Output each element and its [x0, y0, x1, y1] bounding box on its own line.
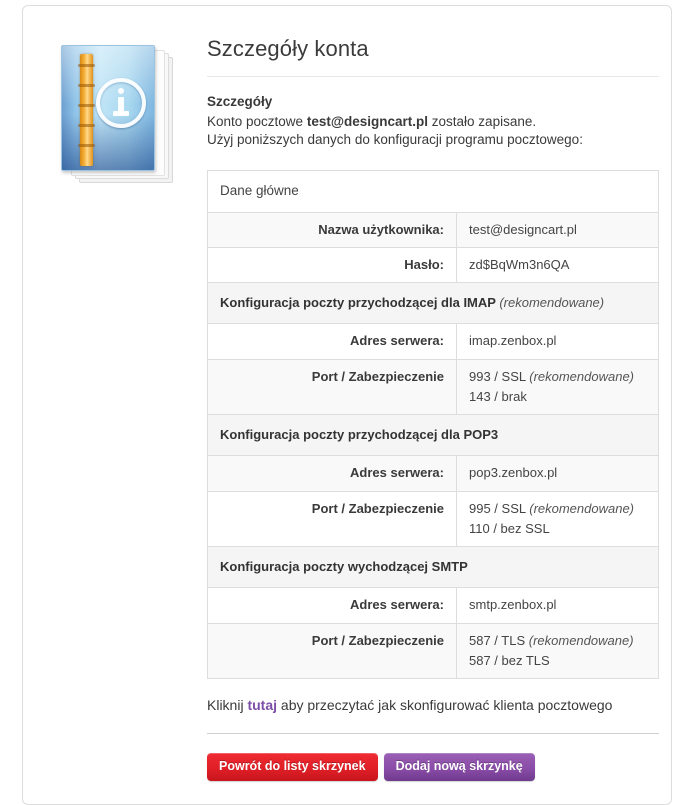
smtp-port-primary-note: (rekomendowane): [528, 632, 634, 648]
page-title: Szczegóły konta: [207, 36, 369, 61]
username-label: Nazwa użytkownika:: [208, 212, 457, 247]
table-row: [208, 491, 659, 547]
smtp-server-value: smtp.zenbox.pl: [457, 588, 659, 623]
intro-line-1: [207, 113, 659, 130]
section-header-imap: [208, 283, 659, 324]
section-title-imap: Konfiguracja poczty przychodzącej dla IMAP: [220, 295, 496, 311]
section-title-pop3: Konfiguracja poczty przychodzącej dla POP3: [220, 427, 499, 443]
pop3-port-primary: 995 / SSL: [469, 500, 530, 516]
table-row: [208, 283, 659, 324]
username-value: test@designcart.pl: [457, 212, 659, 247]
info-i-dot: [118, 88, 124, 94]
account-details-table: [207, 170, 659, 679]
smtp-port-secondary: 587 / bez TLS: [469, 652, 550, 668]
intro-line1-prefix: Konto pocztowe: [207, 114, 307, 130]
book-cover: [61, 45, 155, 171]
smtp-server-label: Adres serwera:: [208, 588, 457, 623]
content-column: [207, 36, 659, 781]
imap-server-label: Adres serwera:: [208, 324, 457, 359]
imap-port-primary-note: (rekomendowane): [529, 368, 635, 384]
title-divider: [207, 76, 659, 77]
spine-binding-icon: [80, 54, 93, 166]
section-title-smtp: Konfiguracja poczty wychodzącej SMTP: [220, 559, 468, 575]
smtp-port-label: Port / Zabezpieczenie: [208, 623, 457, 679]
book-illustration: [49, 39, 179, 189]
table-row: [208, 247, 659, 282]
section-header-smtp: [208, 547, 659, 588]
table-row: [208, 324, 659, 359]
help-line: [207, 697, 659, 713]
info-i-stem: [118, 97, 124, 116]
smtp-port-value: [457, 623, 659, 679]
help-suffix: aby przeczytać jak skonfigurować klienta pocztowego: [277, 697, 613, 714]
table-main-header: Dane główne: [208, 170, 659, 212]
imap-port-primary: 993 / SSL: [469, 368, 530, 384]
help-prefix: Kliknij: [207, 697, 248, 714]
info-book-icon: [49, 39, 179, 189]
table-row: [208, 588, 659, 623]
help-link[interactable]: tutaj: [247, 697, 278, 714]
section-header-pop3: [208, 415, 659, 456]
section-note-imap: (rekomendowane): [499, 295, 605, 311]
account-details-panel: [22, 5, 672, 805]
table-row: [208, 170, 659, 212]
table-row: [208, 415, 659, 456]
action-buttons: [207, 753, 659, 781]
imap-port-secondary: 143 / brak: [469, 388, 527, 404]
intro-line-2: Użyj poniższych danych do konfiguracji programu pocztowego:: [207, 131, 583, 147]
intro-block: [207, 93, 659, 148]
imap-port-value: [457, 359, 659, 415]
table-row: [208, 456, 659, 491]
pop3-port-primary-note: (rekomendowane): [529, 500, 635, 516]
table-row: [208, 359, 659, 415]
table-row: [208, 547, 659, 588]
add-new-mailbox-button[interactable]: Dodaj nową skrzynkę: [384, 753, 535, 781]
pop3-port-value: [457, 491, 659, 547]
back-to-mailbox-list-button[interactable]: Powrót do listy skrzynek: [207, 753, 378, 781]
intro-line1-suffix: zostało zapisane.: [428, 114, 537, 130]
imap-server-value: imap.zenbox.pl: [457, 324, 659, 359]
intro-account-email: test@designcart.pl: [306, 114, 429, 130]
pop3-port-label: Port / Zabezpieczenie: [208, 491, 457, 547]
table-row: [208, 623, 659, 679]
password-label: Hasło:: [208, 247, 457, 282]
table-row: [208, 212, 659, 247]
pop3-server-label: Adres serwera:: [208, 456, 457, 491]
pop3-port-secondary: 110 / bez SSL: [469, 520, 550, 536]
intro-lead: Szczegóły: [207, 94, 273, 109]
smtp-port-primary: 587 / TLS: [469, 632, 529, 648]
password-value: zd$BqWm3n6QA: [457, 247, 659, 282]
pop3-server-value: pop3.zenbox.pl: [457, 456, 659, 491]
imap-port-label: Port / Zabezpieczenie: [208, 359, 457, 415]
footer-divider: [207, 733, 659, 734]
